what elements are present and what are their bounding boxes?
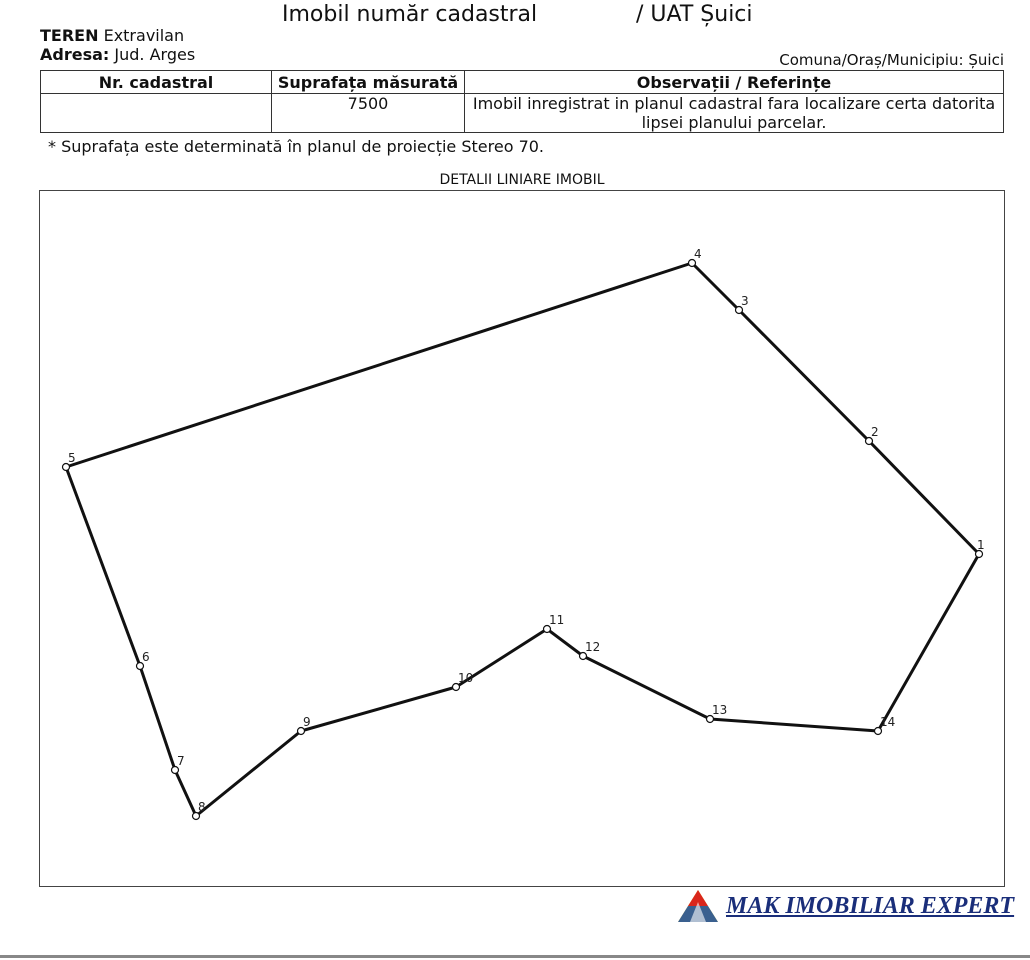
triangle-logo-icon bbox=[676, 888, 720, 924]
adresa-label: Adresa: bbox=[40, 45, 110, 64]
vertex-label: 4 bbox=[694, 247, 702, 261]
vertex-label: 2 bbox=[871, 425, 879, 439]
teren-label: TEREN bbox=[40, 26, 99, 45]
comuna-label: Comuna/Oraș/Municipiu: Șuici bbox=[779, 51, 1004, 69]
projection-note: * Suprafața este determinată în planul de proiecție Stereo 70. bbox=[48, 137, 545, 156]
vertex-label: 9 bbox=[303, 715, 311, 729]
adresa-value: Jud. Arges bbox=[114, 45, 196, 64]
parcel-boundary bbox=[66, 263, 979, 816]
title-suffix: / UAT Șuici bbox=[636, 2, 753, 27]
vertex-label: 12 bbox=[585, 640, 601, 654]
vertex-label: 13 bbox=[712, 703, 728, 717]
vertex-label: 3 bbox=[741, 294, 749, 308]
vertex-label: 11 bbox=[549, 613, 565, 627]
cell-suprafata: 7500 bbox=[272, 94, 465, 133]
vertex-label: 7 bbox=[177, 754, 185, 768]
title-prefix: Imobil număr cadastral bbox=[282, 2, 538, 27]
vertex-label: 5 bbox=[68, 451, 76, 465]
logo-text: MAK IMOBILIAR EXPERT bbox=[726, 892, 1015, 919]
vertex-label: 6 bbox=[142, 650, 150, 664]
cell-observatii: Imobil inregistrat in planul cadastral fara localizare certa datorita lipsei planului parcelar. bbox=[465, 94, 1004, 133]
vertex-label: 14 bbox=[880, 715, 896, 729]
page-bottom-divider bbox=[0, 955, 1030, 958]
header-suprafata: Suprafața măsurată bbox=[272, 71, 465, 94]
vertex-label: 1 bbox=[977, 538, 985, 552]
vertex-label: 10 bbox=[458, 671, 474, 685]
header-nr-cadastral: Nr. cadastral bbox=[41, 71, 272, 94]
plan-title: DETALII LINIARE IMOBIL bbox=[439, 172, 605, 188]
vertex-label: 8 bbox=[198, 800, 206, 814]
company-logo bbox=[676, 888, 1014, 924]
header-observatii: Observații / Referințe bbox=[465, 71, 1004, 94]
teren-value: Extravilan bbox=[103, 26, 185, 45]
